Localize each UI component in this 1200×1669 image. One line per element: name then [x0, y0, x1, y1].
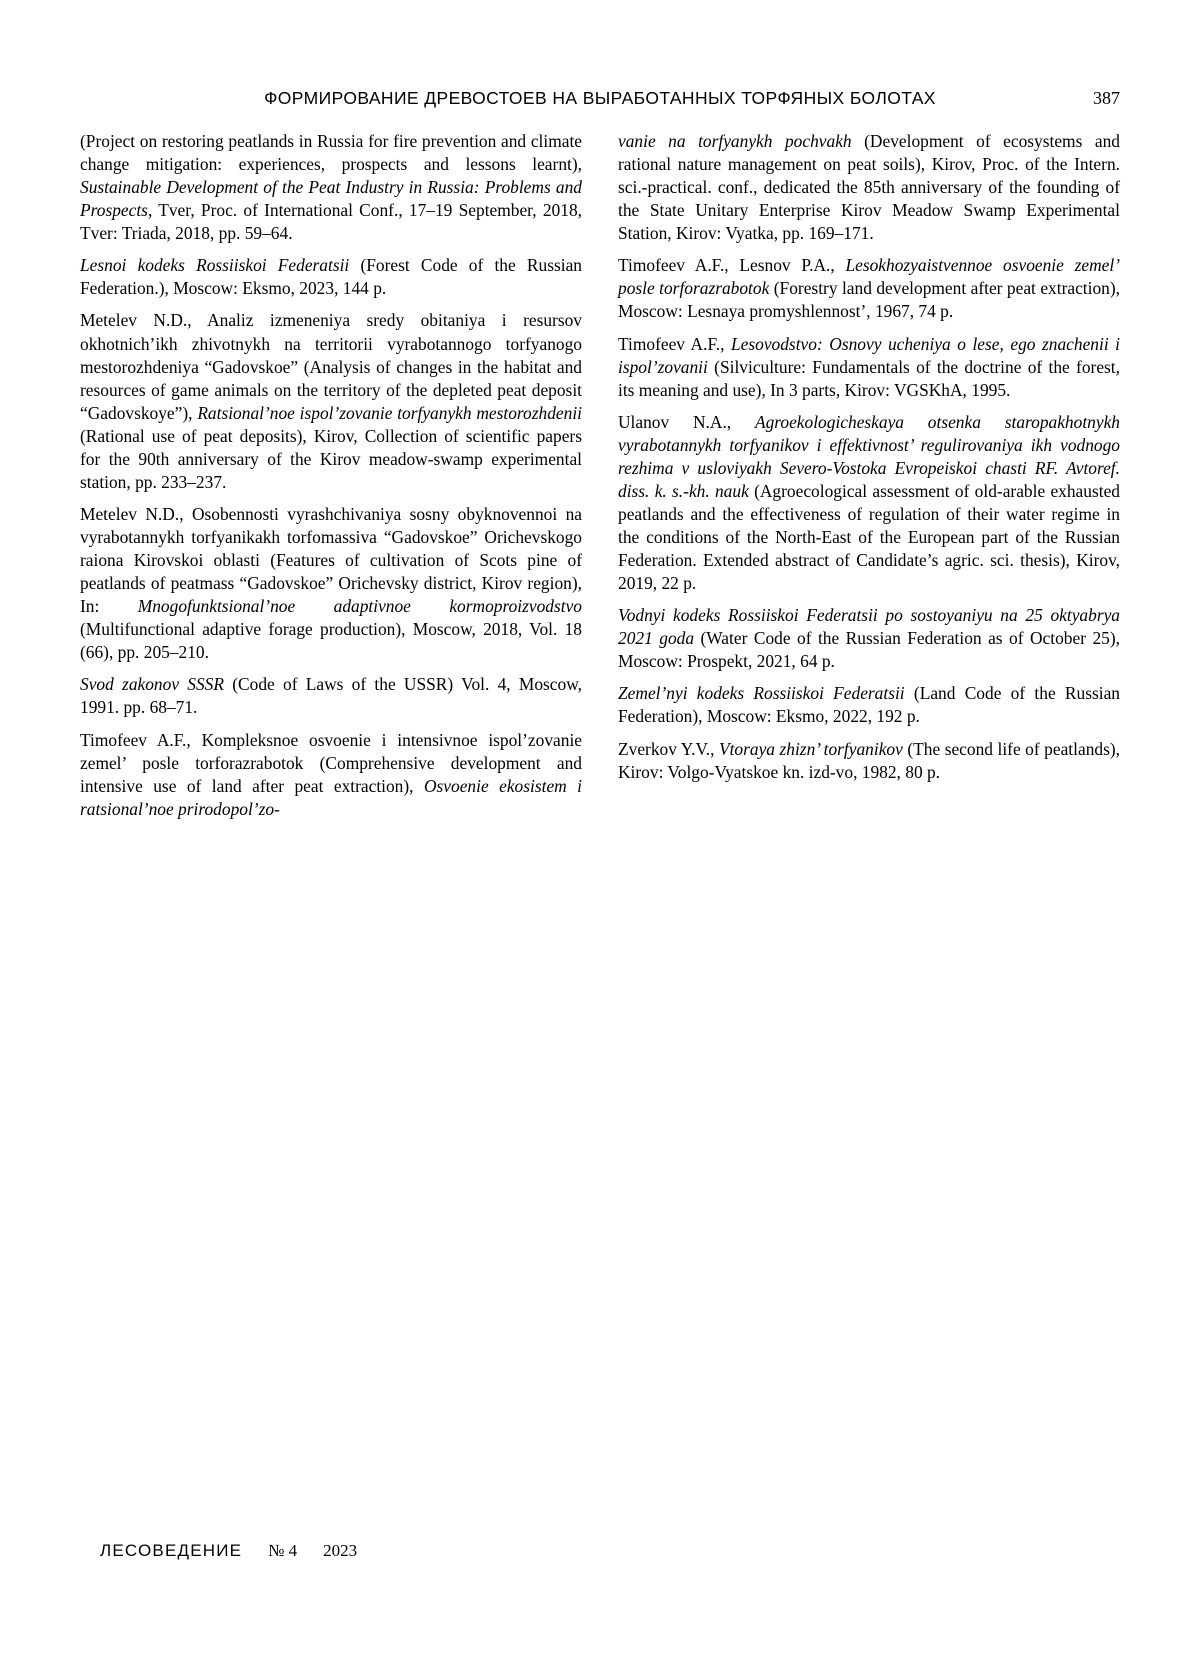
reference-text: Timofeev A.F., Lesnov P.A.,	[618, 255, 846, 276]
reference-title-italic: vanie na torfyanykh pochvakh	[618, 131, 852, 151]
reference-title-italic: Osvoenie ekosistem i ratsional’noe prirodopol’zo-	[80, 775, 582, 819]
right-column	[618, 130, 1120, 821]
reference-entry	[80, 130, 582, 245]
reference-text: (Code of Laws of the USSR) Vol. 4, Moscow, 1991. pp. 68–71.	[80, 674, 582, 718]
reference-text: Timofeev A.F.,	[618, 333, 731, 354]
reference-title-italic: Mnogofunktsional’noe adaptivnoe kormoproizvodstvo	[137, 596, 582, 617]
reference-title-italic: Svod zakonov SSSR	[80, 674, 225, 695]
reference-entry	[80, 254, 582, 300]
running-head-title: ФОРМИРОВАНИЕ ДРЕВОСТОЕВ НА ВЫРАБОТАННЫХ ТОРФЯНЫХ БОЛОТАХ	[264, 88, 936, 108]
reference-entry	[618, 254, 1120, 323]
left-column	[80, 130, 582, 821]
reference-text: (Agroecological assessment of old-arable exhausted peatlands and the effectiveness of regulation of their water regime in the conditions of the North-East of the European part of the Russian Federation. Extended abstract of Candidate’s agric. sci. thesis), Kirov, 2019, 22 p.	[618, 480, 1120, 594]
reference-text: (The second life of peatlands), Kirov: Volgo-Vyatskoe kn. izd-vo, 1982, 80 p.	[618, 738, 1120, 782]
reference-title-italic: Sustainable Development of the Peat Industry in Russia: Problems and Prospects	[80, 177, 582, 221]
reference-title-italic: Zemel’nyi kodeks Rossiiskoi Federatsii	[618, 683, 905, 704]
reference-entry	[80, 503, 582, 664]
footer-issue: № 4	[268, 1541, 298, 1560]
reference-entry	[618, 333, 1120, 402]
reference-title-italic: Lesovodstvo: Osnovy ucheniya o lese, ego znachenii i ispol’zovanii	[618, 333, 1121, 377]
page-footer	[100, 1541, 357, 1561]
reference-text: Ulanov N.A.,	[618, 411, 755, 432]
reference-text: (Project on restoring peatlands in Russia for fire prevention and climate change mitigation: experiences, prospects and lessons learnt),	[80, 131, 582, 175]
reference-entry	[80, 309, 582, 494]
reference-entry	[618, 604, 1120, 673]
reference-title-italic: Ratsional’noe ispol’zovanie torfyanykh mestorozhdenii	[197, 402, 582, 423]
reference-entry	[618, 738, 1120, 784]
footer-year: 2023	[323, 1541, 358, 1560]
reference-entry	[618, 130, 1120, 245]
reference-text: Metelev N.D., Osobennosti vyrashchivaniya sosny obyknovennoi na vyrabotannykh torfyanikakh torfomassiva “Gadovskoe” Orichevskogo raiona Kirovskoi oblasti (Features of cultivation of Scots pine of peatlands of peatmass “Gadovskoe” Orichevsky district, Kirov region), In:	[80, 503, 582, 617]
reference-entry	[618, 682, 1120, 728]
reference-title-italic: Vodnyi kodeks Rossiiskoi Federatsii po sostoyaniyu na 25 oktyabrya 2021 goda	[618, 605, 1120, 649]
reference-text: (Land Code of the Russian Federation), Moscow: Eksmo, 2022, 192 p.	[618, 683, 1120, 727]
reference-text: (Multifunctional adaptive forage production), Moscow, 2018, Vol. 18 (66), pp. 205–210.	[80, 619, 582, 663]
reference-title-italic: Agroekologicheskaya otsenka staropakhotnykh vyrabotannykh torfyanikov i effektivnost’ regulirovaniya ikh vodnogo rezhima v usloviyakh Severo-Vostoka Evropeiskoi chasti RF. Avtoref. diss. k. s.-kh. nauk	[618, 411, 1120, 501]
reference-text: (Development of ecosystems and rational nature management on peat soils), Kirov, Proc. of the Intern. sci.-practical. conf., dedicated the 85th anniversary of the founding of the State Unitary Enterprise Kirov Meadow Swamp Experimental Station, Kirov: Vyatka, pp. 169–171.	[618, 131, 1120, 244]
reference-text: Metelev N.D., Analiz izmeneniya sredy obitaniya i resursov okhotnich’ikh zhivotnykh na territorii vyrabotannogo torfyanogo mestorozhdeniya “Gadovskoe” (Analysis of changes in the habitat and resources of game animals on the territory of the depleted peat deposit “Gadovskoye”),	[80, 310, 582, 423]
page-number: 387	[1093, 88, 1120, 108]
reference-title-italic: Vtoraya zhizn’ torfyanikov	[718, 738, 903, 759]
reference-entry	[618, 411, 1120, 596]
reference-entry	[80, 673, 582, 719]
reference-entry	[80, 729, 582, 821]
reference-text: (Forestry land development after peat extraction), Moscow: Lesnaya promyshlennost’, 1967, 74 p.	[618, 278, 1120, 322]
reference-text: Zverkov Y.V.,	[618, 738, 719, 759]
reference-text: (Rational use of peat deposits), Kirov, Collection of scientific papers for the 90th anniversary of the Kirov meadow-swamp experimental station, pp. 233–237.	[80, 425, 582, 492]
reference-title-italic: Lesnoi kodeks Rossiiskoi Federatsii	[80, 255, 350, 276]
reference-text: (Forest Code of the Russian Federation.), Moscow: Eksmo, 2023, 144 p.	[80, 255, 582, 299]
reference-text: (Water Code of the Russian Federation as of October 25), Moscow: Prospekt, 2021, 64 p.	[618, 628, 1120, 672]
reference-columns	[80, 130, 1120, 821]
reference-text: Timofeev A.F., Kompleksnoe osvoenie i intensivnoe ispol’zovanie zemel’ posle torforazrabotok (Comprehensive development and intensive use of land after peat extraction),	[80, 729, 582, 796]
running-head	[80, 88, 1120, 109]
reference-text: , Tver, Proc. of International Conf., 17–19 September, 2018, Tver: Triada, 2018, pp. 59–64.	[80, 200, 582, 244]
reference-text: (Silviculture: Fundamentals of the doctrine of the forest, its meaning and use), In 3 parts, Kirov: VGSKhA, 1995.	[618, 356, 1120, 400]
footer-journal-name: ЛЕСОВЕДЕНИЕ	[100, 1541, 243, 1560]
reference-title-italic: Lesokhozyaistvennoe osvoenie zemel’ posle torforazrabotok	[618, 255, 1120, 299]
